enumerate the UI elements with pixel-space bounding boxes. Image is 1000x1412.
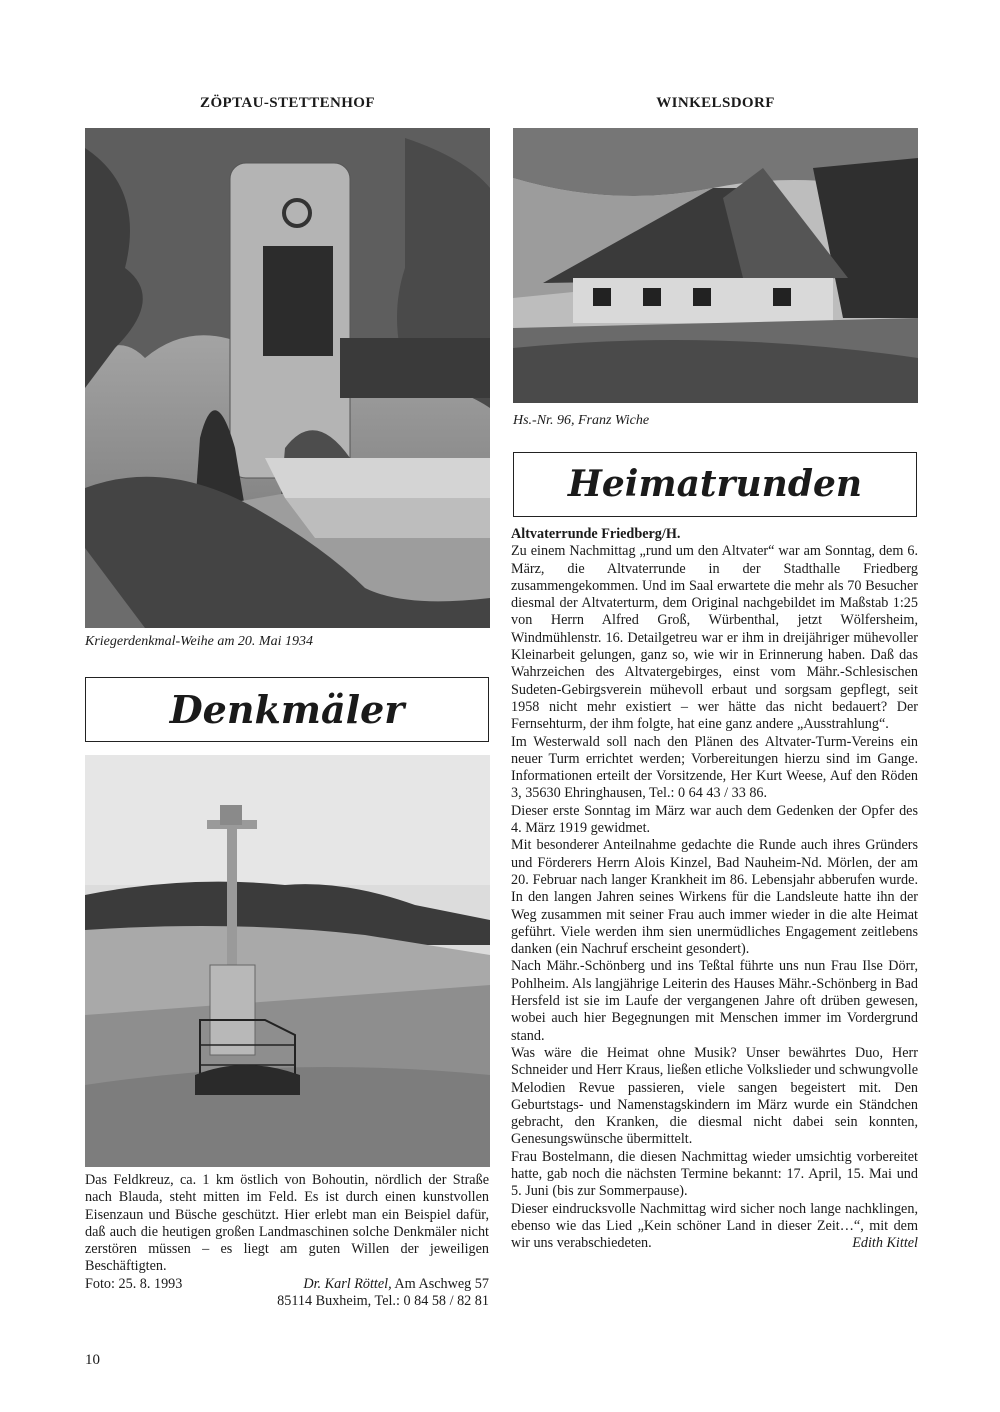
author-name: Dr. Karl Röttel, <box>303 1275 392 1292</box>
field-cross-paragraph: Das Feldkreuz, ca. 1 km östlich von Bohoutin, nördlich der Straße nach Blauda, steht mitten im Feld. Es ist durch einen kunstvollen Eisenzaun und Büsche geschützt. Hier erlebt man ein Beispiel dafür, daß auch die heutigen großen Landmaschinen solche Denkmäler nicht zerstören müssen – es liegt am guten Willen der jeweiligen Beschäftigten. <box>85 1172 489 1275</box>
left-column-heading: ZÖPTAU-STETTENHOF <box>200 95 375 111</box>
article-paragraph-8-text: Dieser eindrucksvolle Nachmittag wird sicher noch lange nachklingen, ebenso wie das Lied „Kein schöner Land in dieser Zeit…“, mit dem wir uns verabschiedeten. <box>511 1200 918 1252</box>
article-paragraph-3: Dieser erste Sonntag im März war auch dem Gedenken der Opfer des 4. März 1919 gewidmet. <box>511 802 918 837</box>
author-street: Am Aschweg 57 <box>394 1275 489 1292</box>
denkmaeler-banner <box>85 677 489 742</box>
article-paragraph-6: Was wäre die Heimat ohne Musik? Unser bewährtes Duo, Herr Schneider und Herr Kraus, ließen etliche Volkslieder und schwungvolle Melodien Revue passieren, viele sangen begeistert mit. Den Geburtstags- und Namenstagskindern im März wurde ein Ständchen gebracht, den Kranken, die diesmal nicht dabei sein konnten, Genesungswünsche übermittelt. <box>511 1044 918 1148</box>
article-paragraph-1: Zu einem Nachmittag „rund um den Altvater“ war am Sonntag, dem 6. März, die Altvaterrunde in der Stadthalle Friedberg zusammengekommen. Und im Saal erwartete die mehr als 70 Besucher diesmal der Altvaterturm, dem Original nachgebildet im Maßstab 1:25 von Herrn Alfred Groß, Würbenthal, jetzt Wölfersheim, Windmühlenstr. 16. Detailgetreu war er ihm in dreijähriger mühevoller Kleinarbeit gelungen, ganz so, wie wir in Erinnerung haben. Daß das Wahrzeichen des Altvatergebirges, einst vom Mähr.-Schlesischen Sudeten-Gebirgsverein mühevoll erbaut und sorgsam gepflegt, seit 1958 nicht mehr existiert – wer hätte das nicht bedauert? Der Fernsehturm, der ihm folgte, hat eine ganz andere „Ausstrahlung“. <box>511 543 918 733</box>
photo-date: Foto: 25. 8. 1993 <box>85 1275 183 1292</box>
war-memorial-photo <box>85 128 490 628</box>
article-text <box>511 526 918 1252</box>
author-line <box>303 1276 489 1293</box>
denkmaeler-banner-text: Denkmäler <box>169 687 405 732</box>
article-paragraph-4: Mit besonderer Anteilnahme gedachte die Runde auch ihres Gründers und Förderers Herrn Alois Kinzel, Bad Nauheim-Nd. Mörlen, der am 20. Februar nach langer Krankheit im 86. Lebensjahr abberufen wurde. In den langen Jahren seines Wirkens für die Landsleute hatte ihn der Weg zusammen mit seiner Frau auch immer wieder in die alte Heimat geführt. Viele werden ihm sien unermüdliches Engagement zeitlebens danken (ein Nachruf erscheint gesondert). <box>511 837 918 958</box>
page-number: 10 <box>85 1352 100 1368</box>
article-paragraph-8 <box>511 1201 918 1253</box>
heimatrunden-banner-text: Heimatrunden <box>567 463 863 505</box>
heimatrunden-banner <box>513 452 917 517</box>
signature: Edith Kittel <box>852 1235 918 1252</box>
author-city: 85114 Buxheim, Tel.: 0 84 58 / 82 81 <box>277 1293 489 1310</box>
war-memorial-caption: Kriegerdenkmal-Weihe am 20. Mai 1934 <box>85 634 313 649</box>
article-title: Altvaterrunde Friedberg/H. <box>511 526 681 542</box>
house-photo <box>513 128 918 403</box>
article-paragraph-5: Nach Mähr.-Schönberg und ins Teßtal führte uns nun Frau Ilse Dörr, Pohlheim. Als langjährige Leiterin des Hauses Mähr.-Schönberg in Bad Hersfeld ist sie im Laufe der vergangenen Jahre oft drüben gewesen, wobei auch hier Begegnungen mit Menschen immer im Vordergrund stand. <box>511 958 918 1044</box>
article-paragraph-2: Im Westerwald soll nach den Plänen des Altvater-Turm-Vereins ein neuer Turm errichtet werden; Vorbereitungen hierzu sind im Gange. Informationen erteilt der Vorsitzende, Her Kurt Weese, Auf den Röden 3, 35630 Ehringhausen, Tel.: 0 64 43 / 33 86. <box>511 733 918 802</box>
right-column-heading: WINKELSDORF <box>656 95 775 111</box>
article-paragraph-7: Frau Bostelmann, die diesen Nachmittag wieder umsichtig vorbereitet hatte, gab noch die nächsten Termine bekannt: 17. April, 15. Mai und 5. Juni (bis zur Sommerpause). <box>511 1148 918 1200</box>
house-caption: Hs.-Nr. 96, Franz Wiche <box>513 413 650 428</box>
field-cross-text <box>85 1172 489 1310</box>
photo-date-row <box>85 1276 489 1293</box>
field-cross-photo <box>85 755 490 1167</box>
